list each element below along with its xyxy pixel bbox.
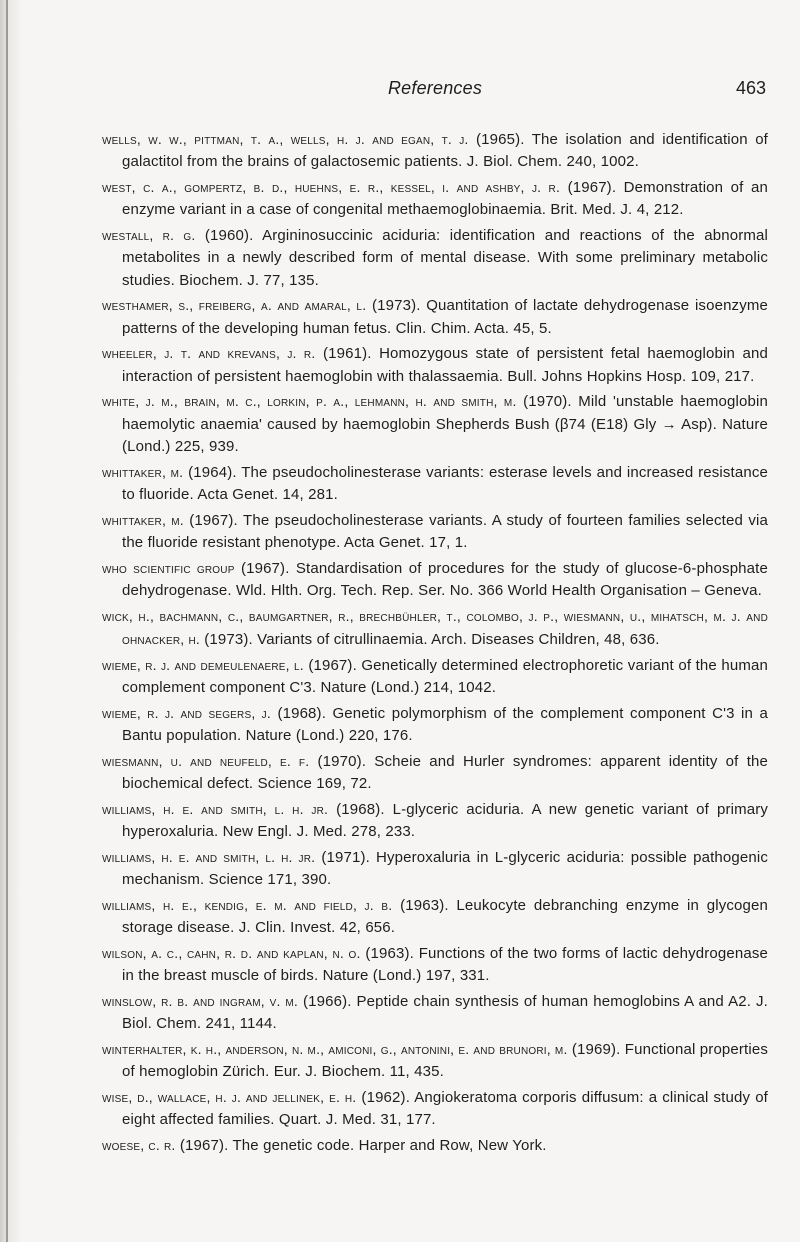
reference-entry xyxy=(102,1038,768,1084)
reference-entry xyxy=(102,605,768,652)
reference-authors: westhamer, s., freiberg, a. and amaral, l. xyxy=(102,297,367,314)
reference-authors: westall, r. g. xyxy=(102,227,196,243)
reference-entry xyxy=(102,1086,768,1132)
reference-entry xyxy=(102,176,768,222)
reference-entry xyxy=(102,128,768,174)
reference-citation: (1961). Homozygous state of persistent fetal haemoglobin and interaction of persistent haemoglobin with thalassaemia. Bull. Johns Hopkins Hosp. 109, 217. xyxy=(122,345,768,385)
reference-authors: wheeler, j. t. and krevans, j. r. xyxy=(102,345,316,362)
reference-citation: (1962). Angiokeratoma corporis diffusum: a clinical study of eight affected families. Quart. J. Med. 31, 177. xyxy=(122,1088,768,1129)
reference-entry xyxy=(102,390,768,458)
reference-citation: (1963). Functions of the two forms of lactic dehydrogenase in the breast muscle of birds. Nature (Lond.) 197, 331. xyxy=(122,944,768,985)
reference-authors: wieme, r. j. and demeulenaere, l. xyxy=(102,656,304,673)
reference-authors: winslow, r. b. and ingram, v. m. xyxy=(102,992,298,1009)
reference-entry xyxy=(102,294,768,340)
reference-authors: woese, c. r. xyxy=(102,1136,176,1153)
reference-entry xyxy=(102,702,768,748)
reference-entry xyxy=(102,942,768,988)
reference-authors: williams, h. e., kendig, e. m. and field, j. b. xyxy=(102,896,393,913)
reference-entry xyxy=(102,798,768,844)
reference-entry xyxy=(102,1134,768,1157)
reference-citation: (1966). Peptide chain synthesis of human hemoglobins A and A2. J. Biol. Chem. 241, 1144. xyxy=(122,992,768,1033)
reference-citation: (1967). The pseudocholinesterase variants. A study of fourteen families selected via the fluoride resistant phenotype. Acta Genet. 17, 1. xyxy=(122,511,768,552)
reference-citation: (1964). The pseudocholinesterase variants: esterase levels and increased resistance to fluoride. Acta Genet. 14, 281. xyxy=(122,463,768,504)
reference-authors: who scientific group xyxy=(102,559,235,576)
reference-authors: wick, h., bachmann, c., baumgartner, r., brechbühler, t., colombo, j. p., wiesmann, u., mihatsch, m. j. and ohnacker, h. xyxy=(102,607,768,648)
page-edge-line xyxy=(6,0,8,1242)
reference-citation: (1968). Genetic polymorphism of the complement component C'3 in a Bantu population. Nature (Lond.) 220, 176. xyxy=(122,704,768,745)
reference-authors: whittaker, m. xyxy=(102,511,184,528)
page-header xyxy=(102,78,768,106)
reference-entry xyxy=(102,557,768,603)
reference-authors: west, c. a., gompertz, b. d., huehns, e. r., kessel, i. and ashby, j. r. xyxy=(102,179,561,195)
reference-authors: wilson, a. c., cahn, r. d. and kaplan, n. o. xyxy=(102,944,361,961)
reference-entry xyxy=(102,990,768,1036)
reference-entry xyxy=(102,509,768,555)
reference-citation: (1960). Argininosuccinic aciduria: identification and reactions of the abnormal metabolites in a newly described form of mental disease. With some preliminary metabolic studies. Biochem. J. 77, 135. xyxy=(122,227,768,289)
reference-list xyxy=(102,128,768,1159)
book-spine-shadow xyxy=(0,0,22,1242)
reference-authors: white, j. m., brain, m. c., lorkin, p. a., lehmann, h. and smith, m. xyxy=(102,393,517,410)
reference-citation: (1967). Standardisation of procedures for the study of glucose-6-phosphate dehydrogenase. Wld. Hlth. Org. Tech. Rep. Ser. No. 366 World Health Organisation – Geneva. xyxy=(122,559,768,600)
running-title: References xyxy=(387,78,483,98)
reference-authors: winterhalter, k. h., anderson, n. m., amiconi, g., antonini, e. and brunori, m. xyxy=(102,1040,568,1057)
reference-citation: (1963). Leukocyte debranching enzyme in glycogen storage disease. J. Clin. Invest. 42, 656. xyxy=(122,896,768,937)
reference-authors: williams, h. e. and smith, l. h. jr. xyxy=(102,800,329,817)
reference-citation: (1970). Mild 'unstable haemoglobin haemolytic anaemia' caused by haemoglobin Shepherds Bush (β74 (E18) Gly → Asp). Nature (Lond.) 225, 939. xyxy=(122,393,768,456)
reference-entry xyxy=(102,846,768,892)
reference-entry xyxy=(102,750,768,796)
reference-citation: (1967). Demonstration of an enzyme variant in a case of congenital methaemoglobinaemia. Brit. Med. J. 4, 212. xyxy=(122,179,768,219)
reference-citation: (1970). Scheie and Hurler syndromes: apparent identity of the biochemical defect. Science 169, 72. xyxy=(122,752,769,793)
reference-citation: (1973). Variants of citrullinaemia. Arch. Diseases Children, 48, 636. xyxy=(199,631,660,649)
reference-citation: (1968). L-glyceric aciduria. A new genetic variant of primary hyperoxaluria. New Engl. J. Med. 278, 233. xyxy=(122,800,769,841)
reference-authors: whittaker, m. xyxy=(102,463,184,480)
reference-citation: (1967). Genetically determined electrophoretic variant of the human complement component C'3. Nature (Lond.) 214, 1042. xyxy=(122,656,769,697)
page-number: 463 xyxy=(735,78,766,98)
reference-authors: wieme, r. j. and segers, j. xyxy=(102,704,271,721)
reference-entry xyxy=(102,461,768,507)
reference-citation: (1969). Functional properties of hemoglobin Zürich. Eur. J. Biochem. 11, 435. xyxy=(122,1040,769,1081)
reference-entry xyxy=(102,224,768,292)
reference-entry xyxy=(102,342,768,388)
reference-citation: (1971). Hyperoxaluria in L-glyceric aciduria: possible pathogenic mechanism. Science 171, 390. xyxy=(122,848,768,889)
reference-authors: williams, h. e. and smith, l. h. jr. xyxy=(102,848,316,865)
reference-authors: wise, d., wallace, h. j. and jellinek, e. h. xyxy=(102,1088,357,1105)
reference-citation: (1967). The genetic code. Harper and Row, New York. xyxy=(175,1136,547,1154)
reference-authors: wells, w. w., pittman, t. a., wells, h. j. and egan, t. j. xyxy=(102,131,469,147)
reference-citation: (1973). Quantitation of lactate dehydrogenase isoenzyme patterns of the developing human fetus. Clin. Chim. Acta. 45, 5. xyxy=(122,297,768,337)
reference-citation: (1965). The isolation and identification of galactitol from the brains of galactosemic patients. J. Biol. Chem. 240, 1002. xyxy=(122,131,769,171)
reference-authors: wiesmann, u. and neufeld, e. f. xyxy=(102,752,310,769)
reference-entry xyxy=(102,654,768,700)
reference-entry xyxy=(102,894,768,940)
